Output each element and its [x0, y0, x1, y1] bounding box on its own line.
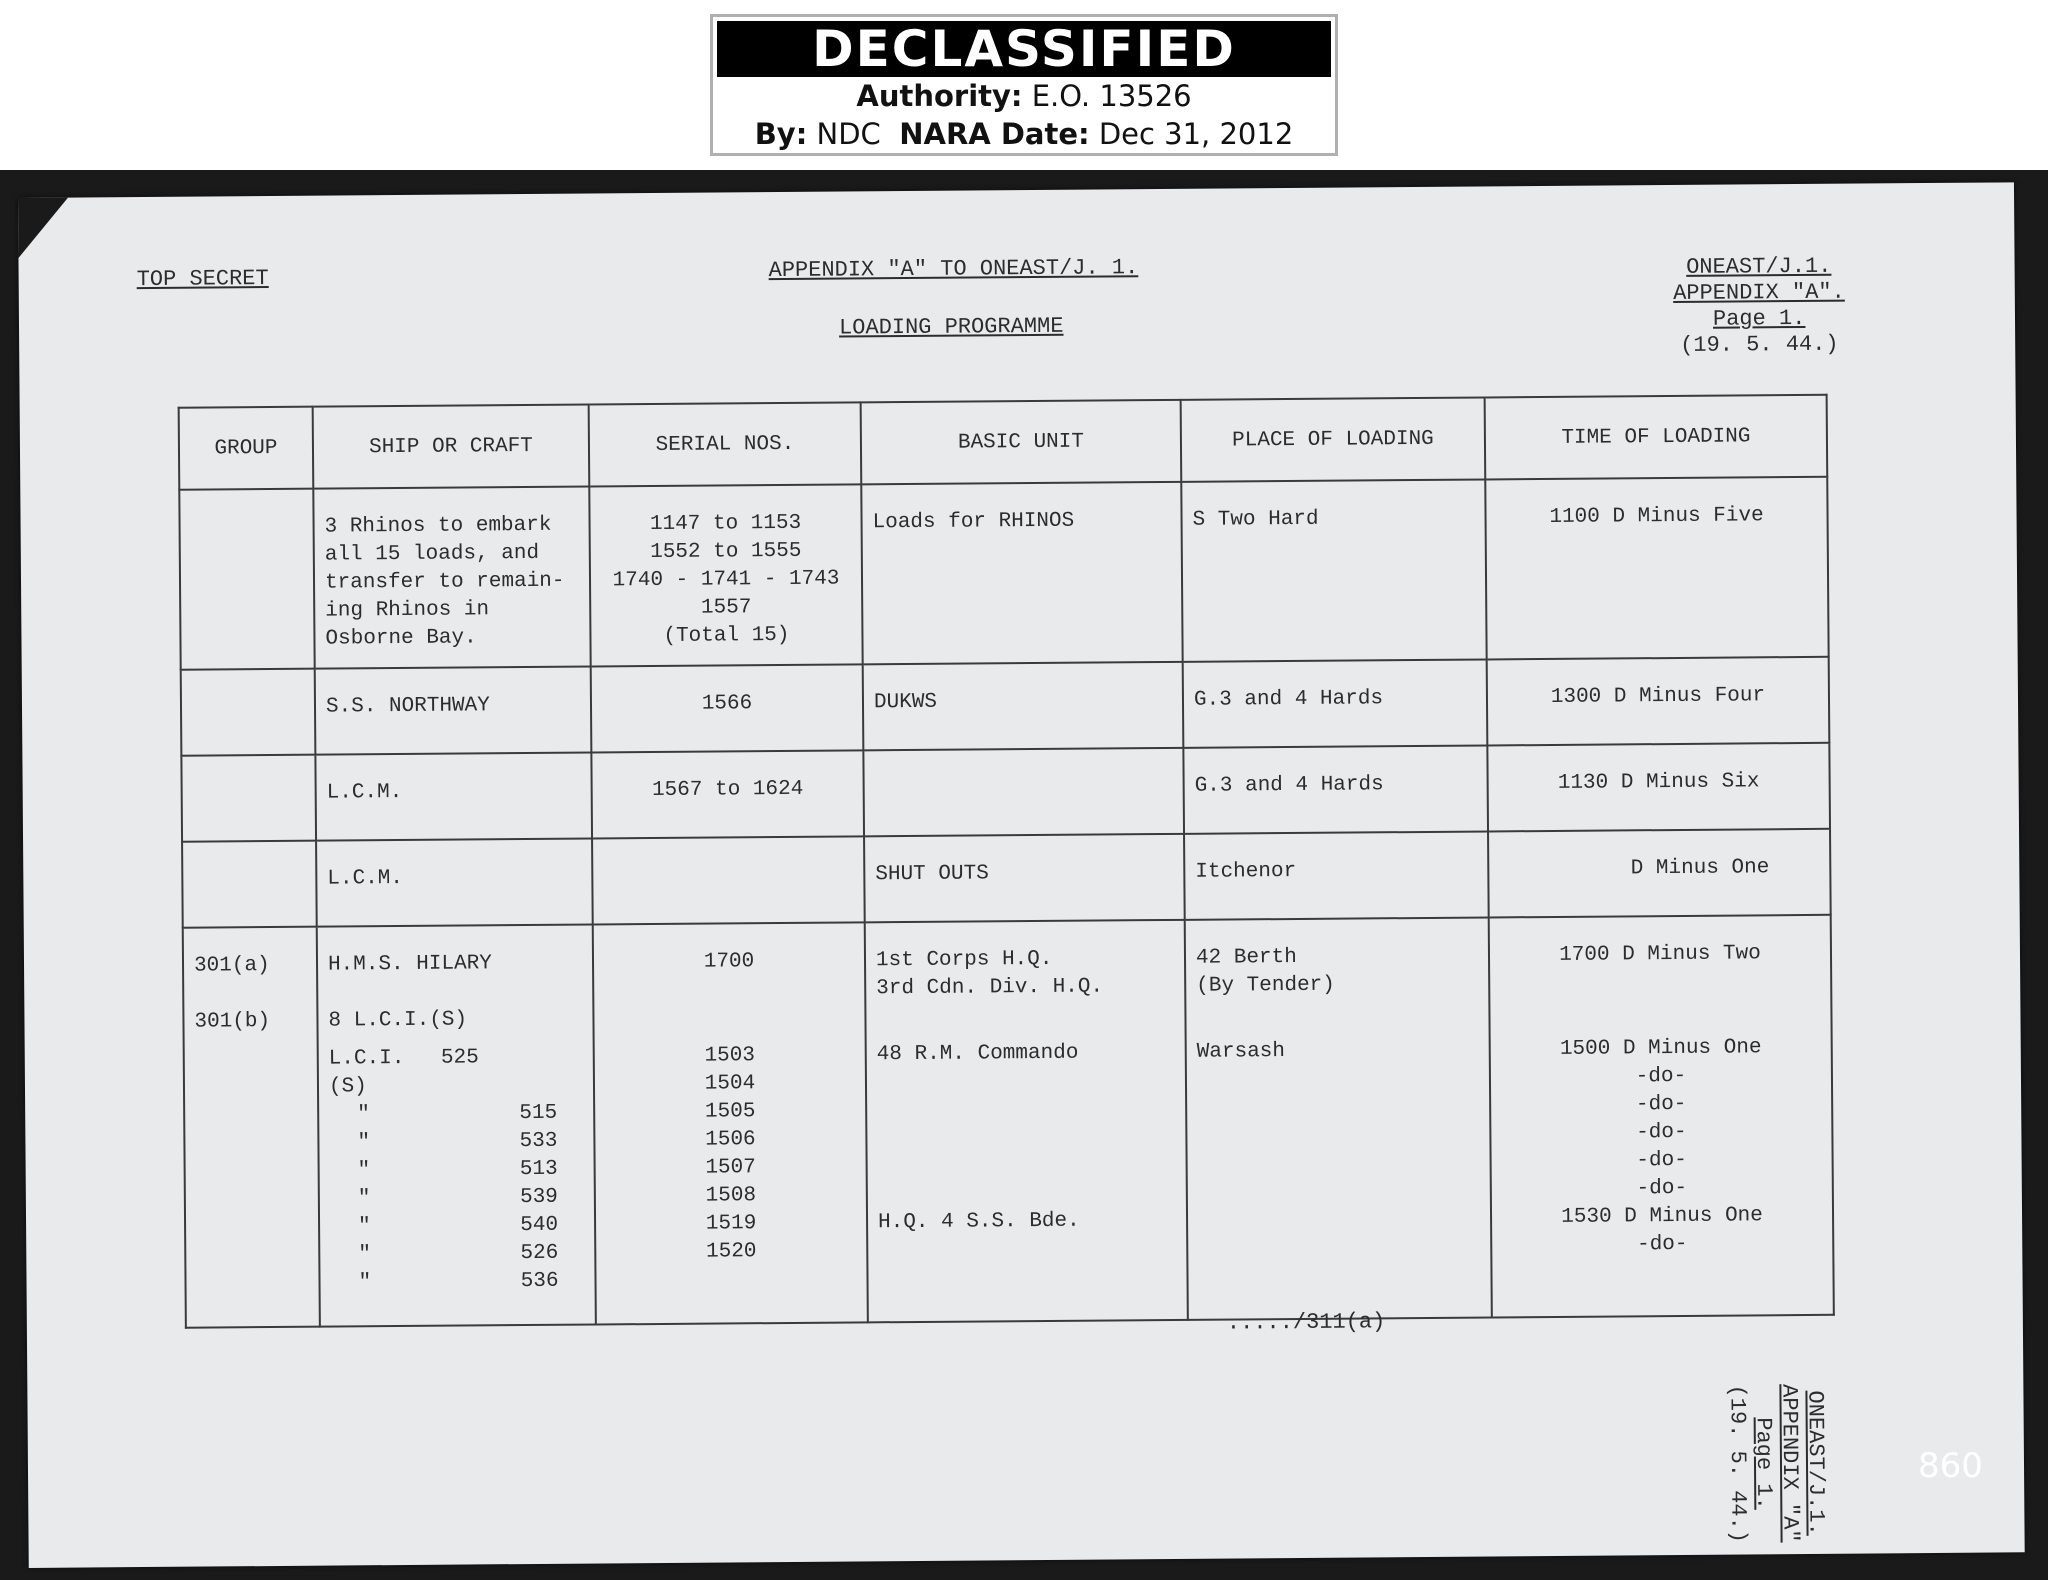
- time-line: -do-: [1636, 1148, 1687, 1173]
- time-line: -do-: [1635, 1092, 1687, 1117]
- unit-div-hq: 3rd Cdn. Div. H.Q.: [876, 975, 1104, 1001]
- classification-label: TOP SECRET: [136, 266, 269, 293]
- time-line: -do-: [1636, 1176, 1688, 1201]
- header-basic-unit: BASIC UNIT: [861, 400, 1182, 485]
- lci-line: [329, 1100, 583, 1130]
- lci-number: 540: [520, 1213, 559, 1238]
- ditto-mark: ": [357, 1187, 371, 1211]
- stamp-date-label: NARA Date:: [899, 117, 1090, 151]
- stamp-authority-label: Authority:: [856, 79, 1023, 113]
- craft-line: transfer to remain-: [324, 569, 565, 595]
- place-cell: [1185, 917, 1492, 1319]
- ref-line-1: ONEAST/J.1.: [1686, 253, 1832, 280]
- lci-line: [330, 1212, 584, 1242]
- unit-commando: 48 R.M. Commando: [876, 1041, 1079, 1067]
- table-header-row: [179, 395, 1828, 490]
- document-title: APPENDIX "A" TO ONEAST/J. 1.: [768, 255, 1139, 284]
- time-line: -do-: [1635, 1064, 1687, 1089]
- lci-line: [330, 1240, 584, 1270]
- continuation-ref: ...../311(a): [1226, 1309, 1386, 1336]
- place-cell: G.3 and 4 Hards: [1183, 659, 1488, 747]
- stamp-authority: [713, 77, 1335, 115]
- craft-line: 3 Rhinos to embark: [324, 513, 552, 539]
- craft-hilary: H.M.S. HILARY: [327, 952, 492, 977]
- serial-cell: 1566: [591, 664, 864, 752]
- rot-ref-line-2: APPENDIX "A": [1776, 1384, 1803, 1543]
- lci-line: [330, 1156, 584, 1186]
- ditto-mark: ": [357, 1103, 370, 1127]
- header-serial-nos: SERIAL NOS.: [589, 402, 862, 486]
- craft-line: Osborne Bay.: [325, 626, 477, 651]
- time-cell: [1489, 915, 1834, 1318]
- group-cell: [183, 927, 320, 1328]
- serial-cell: [593, 922, 868, 1324]
- serial-line: 1504: [704, 1072, 756, 1096]
- stamp-date-value: Dec 31, 2012: [1098, 117, 1294, 151]
- serial-line: 1520: [705, 1240, 757, 1264]
- serial-line: 1507: [705, 1156, 756, 1180]
- table-row: [182, 829, 1831, 928]
- ref-line-4: (19. 5. 44.): [1680, 331, 1839, 358]
- lci-label: L.C.I.(S): [328, 1046, 405, 1099]
- ditto-mark: ": [357, 1131, 371, 1155]
- loading-programme-table: [178, 394, 1835, 1329]
- rotated-reference-block: [1723, 1384, 1828, 1543]
- document-page: [18, 182, 2025, 1568]
- serial-line: 1557: [700, 596, 752, 620]
- table-row: [179, 477, 1828, 670]
- time-hilary: 1700 D Minus Two: [1559, 942, 1761, 967]
- lci-number: 515: [519, 1101, 558, 1126]
- stamp-by-date: [713, 115, 1335, 153]
- serial-line: 1508: [705, 1184, 757, 1208]
- stamp-title: DECLASSIFIED: [717, 21, 1331, 77]
- ref-line-2: APPENDIX "A".: [1673, 279, 1845, 307]
- serial-line: 1552 to 1555: [650, 539, 802, 565]
- header-place-of-loading: PLACE OF LOADING: [1181, 397, 1486, 481]
- serial-line: 1506: [705, 1128, 756, 1152]
- time-cell: 1130 D Minus Six: [1487, 743, 1830, 832]
- place-tender: (By Tender): [1196, 973, 1335, 998]
- reference-block: [1673, 254, 1845, 359]
- folded-corner: [18, 198, 68, 258]
- ref-line-3: Page 1.: [1712, 305, 1806, 332]
- time-line: -do-: [1636, 1120, 1687, 1145]
- craft-line: all 15 loads, and: [324, 541, 540, 567]
- lci-number: 513: [519, 1157, 558, 1182]
- serial-line: (Total 15): [663, 623, 790, 648]
- lci-line: [330, 1184, 584, 1214]
- craft-cell: S.S. NORTHWAY: [315, 667, 592, 755]
- ditto-mark: ": [358, 1271, 372, 1295]
- header-ship-or-craft: SHIP OR CRAFT: [313, 405, 590, 489]
- serial-line: 1519: [705, 1212, 757, 1236]
- serial-cell: 1567 to 1624: [591, 750, 864, 838]
- serial-cell: [592, 836, 865, 924]
- lci-number: 539: [519, 1185, 558, 1210]
- sheet-number: 860: [1918, 1446, 1983, 1486]
- place-cell: S Two Hard: [1181, 479, 1486, 661]
- time-cell: 1100 D Minus Five: [1485, 477, 1828, 660]
- place-cell: G.3 and 4 Hards: [1183, 745, 1488, 833]
- rot-ref-line-1: ONEAST/J.1.: [1802, 1390, 1829, 1536]
- unit-cell: [865, 920, 1188, 1323]
- ditto-mark: ": [357, 1159, 371, 1183]
- serial-line: 1147 to 1153: [649, 511, 802, 537]
- lci-number: 526: [520, 1241, 559, 1266]
- craft-cell: [313, 487, 590, 669]
- serial-line: 1740 - 1741 - 1743: [612, 567, 840, 593]
- serial-line: 1505: [704, 1100, 756, 1124]
- group-cell: [182, 841, 317, 928]
- lci-line: [330, 1268, 584, 1298]
- group-cell: [181, 755, 316, 842]
- lci-number: 533: [519, 1129, 558, 1154]
- craft-cell: L.C.M.: [315, 753, 592, 841]
- lci-header: 8 L.C.I.(S): [328, 1008, 468, 1033]
- time-line: -do-: [1636, 1232, 1688, 1257]
- unit-cell: Loads for RHINOS: [861, 482, 1182, 665]
- place-warsash: Warsash: [1196, 1040, 1286, 1064]
- table-row: [183, 915, 1834, 1328]
- document-subtitle: LOADING PROGRAMME: [838, 313, 1064, 341]
- time-cell: 1300 D Minus Four: [1487, 657, 1830, 746]
- header-time-of-loading: TIME OF LOADING: [1485, 395, 1828, 480]
- place-cell: Itchenor: [1184, 831, 1489, 919]
- serial-cell: [589, 484, 862, 666]
- craft-line: ing Rhinos in: [325, 598, 490, 623]
- stamp-authority-value: E.O. 13526: [1031, 79, 1192, 113]
- time-line: 1500 D Minus One: [1559, 1036, 1762, 1061]
- lci-line: [329, 1128, 583, 1158]
- declassified-stamp: [710, 14, 1338, 156]
- ditto-mark: ": [358, 1243, 372, 1267]
- lci-number: 525: [440, 1046, 479, 1070]
- group-cell: [181, 669, 316, 756]
- serial-line: 1503: [704, 1044, 756, 1068]
- unit-ss-bde-hq: H.Q. 4 S.S. Bde.: [877, 1209, 1080, 1235]
- unit-cell: DUKWS: [863, 662, 1184, 751]
- group-cell: [179, 489, 314, 670]
- craft-cell: L.C.M.: [316, 839, 593, 927]
- place-berth: 42 Berth: [1195, 945, 1297, 970]
- unit-corps-hq: 1st Corps H.Q.: [875, 947, 1053, 973]
- group-301a: 301(a): [193, 954, 270, 978]
- header-group: GROUP: [179, 407, 314, 490]
- time-cell: D Minus One: [1488, 829, 1831, 918]
- rot-ref-line-4: (19. 5. 44.): [1724, 1384, 1751, 1544]
- table-row: [181, 657, 1830, 756]
- rot-ref-line-3: Page 1.: [1750, 1417, 1777, 1510]
- serial-hilary: 1700: [703, 950, 755, 974]
- group-301b: 301(b): [194, 1010, 271, 1034]
- stamp-by-value: NDC: [816, 117, 881, 151]
- unit-cell: SHUT OUTS: [864, 834, 1185, 923]
- ditto-mark: ": [358, 1215, 371, 1239]
- lci-line: [329, 1044, 583, 1102]
- unit-cell: [863, 748, 1184, 837]
- lci-number: 536: [520, 1269, 559, 1294]
- stamp-by-label: By:: [754, 117, 808, 151]
- craft-cell: [317, 925, 596, 1327]
- time-line: 1530 D Minus One: [1561, 1204, 1763, 1229]
- table-row: [181, 743, 1830, 842]
